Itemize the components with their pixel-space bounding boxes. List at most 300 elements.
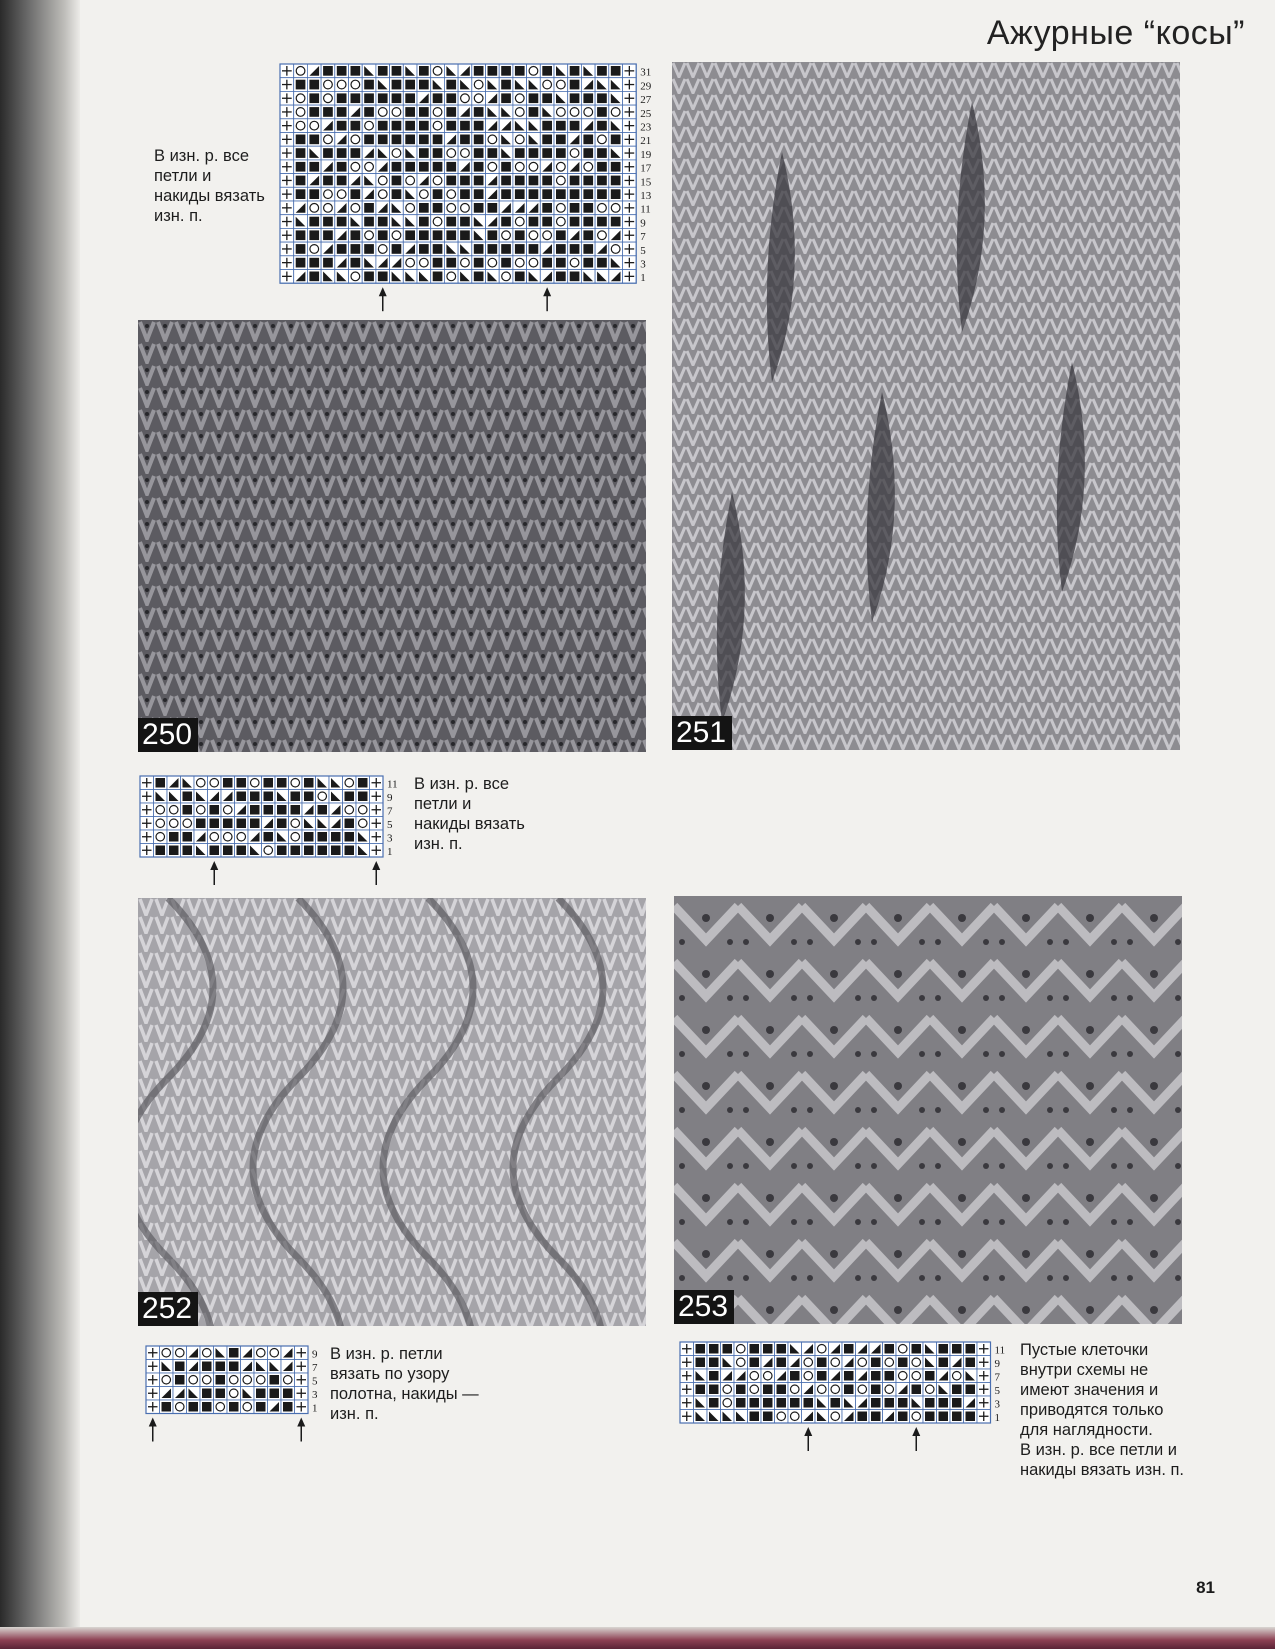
knit-square-icon [419, 121, 429, 131]
book-spine-shadow [0, 0, 80, 1649]
knit-square-icon [501, 176, 511, 186]
knit-square-icon [966, 1385, 976, 1395]
knit-square-icon [542, 176, 552, 186]
knit-square-icon [323, 217, 333, 227]
knit-square-icon [309, 189, 319, 199]
knit-square-icon [378, 93, 388, 103]
knit-square-icon [529, 176, 539, 186]
knit-square-icon [318, 832, 328, 842]
knit-square-icon [156, 846, 166, 856]
knit-square-icon [709, 1358, 719, 1368]
knit-square-icon [611, 217, 621, 227]
knit-square-icon [898, 1398, 908, 1408]
up-arrow-icon [379, 287, 387, 311]
knit-square-icon [364, 217, 374, 227]
knit-square-icon [750, 1412, 760, 1422]
knit-square-icon [460, 121, 470, 131]
knit-square-icon [474, 244, 484, 254]
knit-square-icon [331, 846, 341, 856]
knit-square-icon [871, 1412, 881, 1422]
knit-square-icon [597, 66, 607, 76]
knit-square-icon [309, 107, 319, 117]
knit-square-icon [912, 1344, 922, 1354]
knit-square-icon [264, 778, 274, 788]
knit-square-icon [405, 135, 415, 145]
row-number: 11 [387, 778, 398, 791]
knit-square-icon [583, 189, 593, 199]
knit-square-icon [474, 162, 484, 172]
knit-square-icon [542, 66, 552, 76]
row-number: 3 [387, 832, 393, 845]
knit-square-icon [474, 107, 484, 117]
page-title: Ажурные “косы” [986, 14, 1245, 52]
knit-square-icon [291, 846, 301, 856]
knit-square-icon [542, 217, 552, 227]
up-arrow-icon [297, 1418, 305, 1442]
knit-square-icon [250, 819, 260, 829]
knit-square-icon [446, 230, 456, 240]
knit-square-icon [264, 805, 274, 815]
knit-square-icon [309, 162, 319, 172]
knit-square-icon [597, 258, 607, 268]
knit-square-icon [966, 1358, 976, 1368]
knit-square-icon [515, 244, 525, 254]
knit-square-icon [419, 244, 429, 254]
knit-square-icon [210, 805, 220, 815]
knit-square-icon [597, 162, 607, 172]
knit-square-icon [750, 1344, 760, 1354]
knit-square-icon [556, 272, 566, 282]
knit-square-icon [529, 107, 539, 117]
knit-square-icon [405, 80, 415, 90]
knit-square-icon [351, 66, 361, 76]
knit-square-icon [183, 792, 193, 802]
row-number: 5 [640, 244, 646, 257]
knit-square-icon [474, 189, 484, 199]
knit-square-icon [378, 272, 388, 282]
knit-square-icon [474, 135, 484, 145]
knit-square-icon [419, 230, 429, 240]
knit-square-icon [419, 203, 429, 213]
knit-square-icon [277, 805, 287, 815]
knit-square-icon [337, 66, 347, 76]
knit-square-icon [419, 107, 429, 117]
knit-square-icon [871, 1371, 881, 1381]
page-bottom-edge [0, 1627, 1275, 1649]
knit-square-icon [237, 846, 247, 856]
up-arrow-icon [210, 861, 218, 885]
knit-square-icon [583, 230, 593, 240]
knit-square-icon [939, 1398, 949, 1408]
row-number: 23 [640, 121, 652, 134]
knit-square-icon [309, 217, 319, 227]
knit-square-icon [419, 135, 429, 145]
knit-square-icon [763, 1412, 773, 1422]
knit-square-icon [777, 1398, 787, 1408]
knit-square-icon [501, 93, 511, 103]
row-number: 3 [994, 1398, 1000, 1411]
photo-252 [138, 898, 646, 1326]
knit-square-icon [378, 121, 388, 131]
knit-square-icon [337, 176, 347, 186]
knit-square-icon [392, 244, 402, 254]
knit-square-icon [378, 217, 388, 227]
knit-square-icon [405, 107, 415, 117]
knit-square-icon [777, 1358, 787, 1368]
knit-square-icon [885, 1344, 895, 1354]
knit-square-icon [392, 66, 402, 76]
knit-square-icon [952, 1344, 962, 1354]
knit-square-icon [542, 93, 552, 103]
knit-square-icon [405, 93, 415, 103]
knit-square-icon [597, 107, 607, 117]
row-number: 9 [994, 1358, 1000, 1370]
knit-square-icon [515, 148, 525, 158]
knit-square-icon [556, 230, 566, 240]
knit-square-icon [723, 1344, 733, 1354]
knit-square-icon [296, 80, 306, 90]
knit-square-icon [952, 1385, 962, 1395]
knit-square-icon [597, 176, 607, 186]
knit-square-icon [419, 148, 429, 158]
knit-square-icon [570, 176, 580, 186]
knit-square-icon [291, 792, 301, 802]
knit-square-icon [277, 778, 287, 788]
knit-square-icon [351, 121, 361, 131]
knit-square-icon [474, 176, 484, 186]
knit-square-icon [515, 189, 525, 199]
knit-square-icon [939, 1412, 949, 1422]
knit-square-icon [183, 805, 193, 815]
knit-square-icon [966, 1412, 976, 1422]
row-number: 1 [312, 1402, 318, 1415]
knit-square-icon [709, 1371, 719, 1381]
knit-square-icon [364, 135, 374, 145]
knit-square-icon [460, 135, 470, 145]
knit-square-icon [351, 244, 361, 254]
knit-square-icon [597, 217, 607, 227]
knit-square-icon [474, 272, 484, 282]
knit-square-icon [351, 148, 361, 158]
knit-square-icon [570, 272, 580, 282]
knit-square-icon [515, 176, 525, 186]
knit-square-icon [750, 1398, 760, 1408]
knit-square-icon [488, 148, 498, 158]
knit-square-icon [337, 121, 347, 131]
knit-square-icon [256, 1389, 266, 1399]
row-number: 5 [312, 1375, 318, 1388]
knit-square-icon [419, 80, 429, 90]
knit-square-icon [378, 230, 388, 240]
knit-square-icon [309, 135, 319, 145]
knit-square-icon [264, 792, 274, 802]
knit-square-icon [433, 135, 443, 145]
knit-square-icon [405, 162, 415, 172]
knit-square-icon [804, 1398, 814, 1408]
knit-square-icon [556, 135, 566, 145]
knit-square-icon [515, 230, 525, 240]
knit-square-icon [763, 1385, 773, 1395]
up-arrow-icon [912, 1427, 920, 1451]
knit-square-icon [392, 121, 402, 131]
knit-square-icon [296, 176, 306, 186]
knit-square-icon [202, 1402, 212, 1412]
knit-square-icon [296, 189, 306, 199]
photo-250 [138, 320, 646, 752]
knit-square-icon [709, 1344, 719, 1354]
knit-square-icon [583, 93, 593, 103]
knit-square-icon [952, 1412, 962, 1422]
knit-square-icon [433, 258, 443, 268]
knit-texture-251 [672, 62, 1180, 750]
knit-square-icon [939, 1358, 949, 1368]
knit-square-icon [570, 93, 580, 103]
photo-label-253: 253 [674, 1290, 734, 1324]
knit-square-icon [162, 1402, 172, 1412]
knit-square-icon [392, 80, 402, 90]
knit-square-icon [229, 1348, 239, 1358]
row-number: 7 [640, 231, 646, 244]
knit-square-icon [898, 1358, 908, 1368]
knit-square-icon [460, 217, 470, 227]
row-number: 5 [387, 819, 393, 831]
knit-square-icon [844, 1385, 854, 1395]
knit-square-icon [501, 80, 511, 90]
row-number: 3 [640, 258, 646, 271]
knit-square-icon [223, 846, 233, 856]
knit-square-icon [611, 66, 621, 76]
knit-square-icon [501, 244, 511, 254]
knit-square-icon [392, 162, 402, 172]
knit-square-icon [237, 778, 247, 788]
knit-square-icon [337, 217, 347, 227]
knit-square-icon [583, 148, 593, 158]
knit-square-icon [871, 1398, 881, 1408]
knit-square-icon [223, 778, 233, 788]
knit-square-icon [216, 1389, 226, 1399]
knit-square-icon [419, 66, 429, 76]
knit-square-icon [169, 846, 179, 856]
knit-square-icon [345, 819, 355, 829]
note-251: В изн. р. все петли и накиды вязать изн. п. [414, 775, 525, 853]
knit-square-icon [474, 66, 484, 76]
knit-square-icon [529, 244, 539, 254]
knit-square-icon [433, 148, 443, 158]
row-number: 3 [312, 1389, 318, 1401]
knit-square-icon [358, 778, 368, 788]
knit-square-icon [433, 230, 443, 240]
knit-square-icon [777, 1344, 787, 1354]
knit-square-icon [501, 66, 511, 76]
knit-square-icon [210, 846, 220, 856]
knit-square-icon [256, 1402, 266, 1412]
chart-250 [280, 64, 670, 315]
knit-square-icon [331, 832, 341, 842]
row-number: 11 [994, 1344, 1006, 1357]
knit-square-icon [556, 258, 566, 268]
knit-square-icon [871, 1385, 881, 1395]
knit-square-icon [351, 230, 361, 240]
knit-square-icon [345, 846, 355, 856]
note-253: Пустые клеточки внутри схемы не имеют значения и приводятся только для наглядности. В изн. р. все петли и накиды вязать изн. п. [1020, 1341, 1185, 1479]
knit-square-icon [351, 189, 361, 199]
knit-square-icon [501, 189, 511, 199]
knit-square-icon [296, 230, 306, 240]
row-number: 29 [640, 80, 652, 93]
row-number: 15 [640, 176, 652, 189]
knit-square-icon [337, 107, 347, 117]
knit-square-icon [611, 135, 621, 145]
knit-square-icon [323, 258, 333, 268]
knit-square-icon [542, 258, 552, 268]
knit-square-icon [364, 244, 374, 254]
knit-square-icon [583, 217, 593, 227]
knit-square-icon [405, 121, 415, 131]
knit-square-icon [542, 189, 552, 199]
knit-square-icon [925, 1371, 935, 1381]
knit-square-icon [309, 80, 319, 90]
knit-square-icon [337, 162, 347, 172]
knit-texture-250 [138, 320, 646, 752]
knit-square-icon [229, 1402, 239, 1412]
knit-square-icon [570, 244, 580, 254]
knit-square-icon [446, 107, 456, 117]
knit-square-icon [309, 258, 319, 268]
row-number: 13 [640, 190, 652, 202]
knit-square-icon [351, 258, 361, 268]
knit-square-icon [858, 1412, 868, 1422]
knit-square-icon [460, 176, 470, 186]
knit-square-icon [583, 258, 593, 268]
knit-square-icon [296, 162, 306, 172]
knit-square-icon [736, 1398, 746, 1408]
knit-square-icon [844, 1344, 854, 1354]
knit-square-icon [871, 1358, 881, 1368]
knit-square-icon [169, 832, 179, 842]
knit-square-icon [790, 1371, 800, 1381]
knit-square-icon [501, 258, 511, 268]
knit-square-icon [474, 121, 484, 131]
knit-square-icon [345, 832, 355, 842]
knit-square-icon [736, 1385, 746, 1395]
knit-square-icon [750, 1358, 760, 1368]
knit-square-icon [925, 1398, 935, 1408]
knit-square-icon [433, 93, 443, 103]
knit-square-icon [611, 189, 621, 199]
knit-square-icon [583, 203, 593, 213]
knit-square-icon [378, 135, 388, 145]
up-arrow-icon [372, 861, 380, 885]
row-number: 21 [640, 135, 652, 148]
knit-square-icon [898, 1412, 908, 1422]
knit-square-icon [709, 1385, 719, 1395]
knit-square-icon [277, 846, 287, 856]
photo-label-252: 252 [138, 1292, 198, 1326]
knit-square-icon [501, 162, 511, 172]
knit-square-icon [501, 217, 511, 227]
knit-square-icon [583, 244, 593, 254]
knit-square-icon [611, 176, 621, 186]
knit-square-icon [304, 792, 314, 802]
knit-square-icon [304, 832, 314, 842]
knit-square-icon [570, 189, 580, 199]
knit-square-icon [237, 819, 247, 829]
knit-square-icon [318, 805, 328, 815]
knit-square-icon [570, 121, 580, 131]
knit-square-icon [542, 121, 552, 131]
knit-square-icon [709, 1398, 719, 1408]
knit-square-icon [542, 135, 552, 145]
knit-square-icon [583, 176, 593, 186]
knit-square-icon [542, 148, 552, 158]
knit-square-icon [189, 1402, 199, 1412]
knit-square-icon [446, 258, 456, 268]
knit-square-icon [419, 162, 429, 172]
knit-square-icon [216, 1375, 226, 1385]
knit-square-icon [790, 1398, 800, 1408]
knit-square-icon [556, 189, 566, 199]
knit-square-icon [229, 1362, 239, 1372]
knit-square-icon [291, 805, 301, 815]
knit-square-icon [175, 1375, 185, 1385]
row-number: 1 [640, 272, 646, 285]
row-number: 9 [640, 217, 646, 230]
knit-square-icon [309, 230, 319, 240]
knit-square-icon [419, 217, 429, 227]
knit-square-icon [237, 792, 247, 802]
knit-square-icon [323, 107, 333, 117]
knit-square-icon [529, 148, 539, 158]
row-number: 7 [312, 1362, 318, 1374]
knit-square-icon [296, 135, 306, 145]
row-number: 31 [640, 66, 652, 79]
knit-square-icon [488, 203, 498, 213]
knit-square-icon [323, 148, 333, 158]
row-number: 11 [640, 203, 651, 216]
knit-square-icon [597, 189, 607, 199]
knit-square-icon [183, 832, 193, 842]
knit-square-icon [460, 230, 470, 240]
knit-square-icon [446, 121, 456, 131]
knit-square-icon [323, 230, 333, 240]
knit-square-icon [270, 1375, 280, 1385]
knit-square-icon [223, 819, 233, 829]
knit-square-icon [515, 272, 525, 282]
knit-square-icon [597, 148, 607, 158]
knit-square-icon [529, 93, 539, 103]
knit-square-icon [318, 846, 328, 856]
knit-square-icon [611, 162, 621, 172]
knit-square-icon [364, 203, 374, 213]
knit-square-icon [474, 258, 484, 268]
knit-square-icon [474, 148, 484, 158]
knit-square-icon [446, 93, 456, 103]
knit-square-icon [446, 217, 456, 227]
knit-square-icon [296, 148, 306, 158]
knit-square-icon [337, 244, 347, 254]
knit-square-icon [556, 148, 566, 158]
knit-square-icon [433, 272, 443, 282]
knit-square-icon [337, 148, 347, 158]
knit-square-icon [378, 66, 388, 76]
knit-square-icon [529, 217, 539, 227]
knit-square-icon [392, 93, 402, 103]
knit-square-icon [351, 93, 361, 103]
row-number: 7 [387, 805, 393, 818]
photo-253 [674, 896, 1182, 1324]
knit-square-icon [264, 832, 274, 842]
knit-texture-252 [138, 898, 646, 1326]
